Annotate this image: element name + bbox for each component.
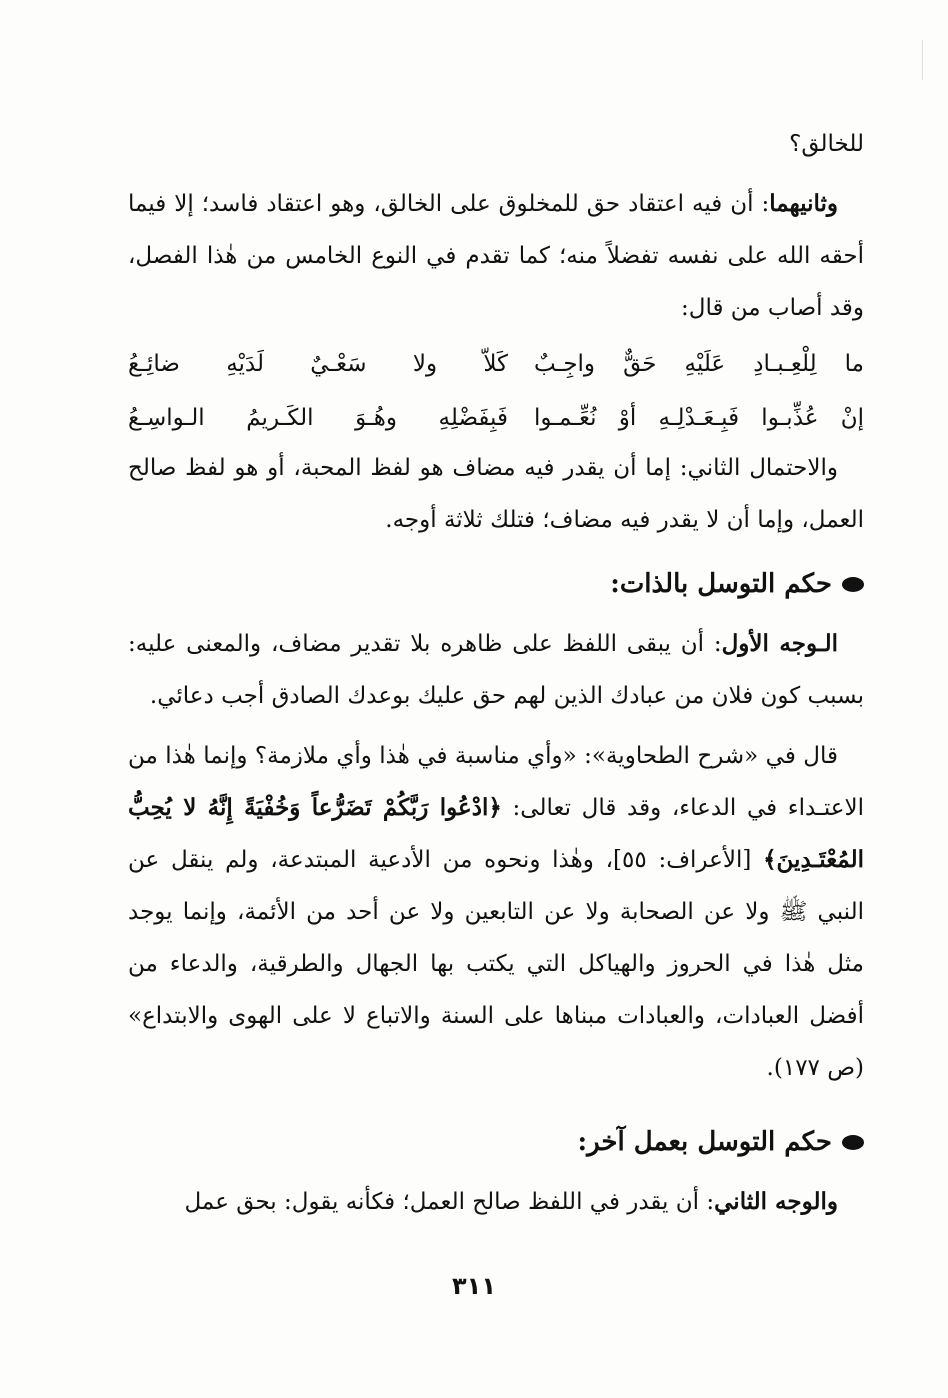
paragraph-text: : أن يقدر في اللفظ صالح العمل؛ فكأنه يقول: بحق عمل: [184, 1189, 715, 1215]
verse-2-right-hemistich: إنْ عُذِّبـوا فَبِـعَـدْلِـهِ أوْ نُعِّـمـوا: [534, 405, 864, 431]
paragraph-lead: الـوجه الأول: [721, 630, 838, 657]
section-heading-tawassul-dhat: [128, 558, 864, 610]
quote-before: قال في «شرح الطحاوية»: «وأي مناسبة في هٰذا وأي ملازمة؟ وإنما هٰذا من الاعتـداء في الدعاء، وقد قال تعالى:: [128, 743, 864, 821]
paragraph-second-aspect: [128, 1176, 864, 1228]
paragraph-second-reason: [128, 178, 864, 334]
page-edge-mark: [922, 40, 923, 80]
bullet-icon: [842, 577, 864, 592]
paragraph-lead: والوجه الثاني: [714, 1188, 838, 1215]
bullet-icon: [842, 1135, 864, 1150]
verse-2-left-hemistich: فَبِفَضْلِهِ وهُـوَ الكَـريمُ الـواسِـعُ: [128, 405, 508, 431]
verse-line-1: [128, 340, 864, 388]
verse-line-2: [128, 394, 864, 442]
paragraph-second-possibility: والاحتمال الثاني: إما أن يقدر فيه مضاف هو لفظ المحبة، أو هو لفظ صالح العمل، وإما أن لا يقدر فيه مضاف؛ فتلك ثلاثة أوجه.: [128, 455, 864, 533]
paragraph-quote-tahawiyya: [128, 730, 864, 1094]
page-number: ٣١١: [452, 1272, 496, 1300]
line-top: للخالق؟: [789, 131, 864, 157]
section-heading-tawassul-amal: [128, 1116, 864, 1168]
heading-text: حكم التوسل بالذات:: [610, 569, 832, 599]
paragraph-text: : أن يبقى اللفظ على ظاهره بلا تقدير مضاف، والمعنى عليه: بسبب كون فلان من عبادك الذين لهم حق عليك بوعدك الصادق أجب دعائي.: [128, 631, 864, 709]
verse-1-left-hemistich: كَلاّ ولا سَعْـيٌ لَدَيْهِ ضائِـعُ: [128, 351, 508, 377]
quote-after: [الأعراف: ٥٥]، وهٰذا ونحوه من الأدعية المبتدعة، ولم ينقل عن النبي ﷺ ولا عن الصحابة ولا عن التابعين ولا عن أحد من الأئمة، وإنما يوجد مثل هٰذا في الحروز والهياكل التي يكتب بها الجهال والطرقية، والدعاء من أفضل العبادات، والعبادات مبناها على السنة والاتباع لا على الهوى والابتداع» (ص ١٧٧).: [128, 847, 864, 1081]
quran-verse: ﴿ادْعُوا رَبَّكُمْ تَضَرُّعاً وَخُفْيَةً إِنَّهُ لا يُحِبُّ المُعْتَـدِينَ﴾: [128, 794, 864, 873]
paragraph-first-aspect: [128, 618, 864, 722]
page-body: [128, 118, 864, 1228]
verse-1-right-hemistich: ما لِلْعِـبـادِ عَلَيْهِ حَقٌّ واجِـبٌ: [534, 351, 864, 377]
paragraph-text: : أن فيه اعتقاد حق للمخلوق على الخالق، وهو اعتقاد فاسد؛ إلا فيما أحقه الله على نفسه تفضلاً منه؛ كما تقدم في النوع الخامس من هٰذا الفصل، وقد أصاب من قال:: [128, 191, 864, 321]
paragraph-lead: وثانيهما: [769, 190, 838, 217]
heading-text: حكم التوسل بعمل آخر:: [577, 1127, 832, 1157]
